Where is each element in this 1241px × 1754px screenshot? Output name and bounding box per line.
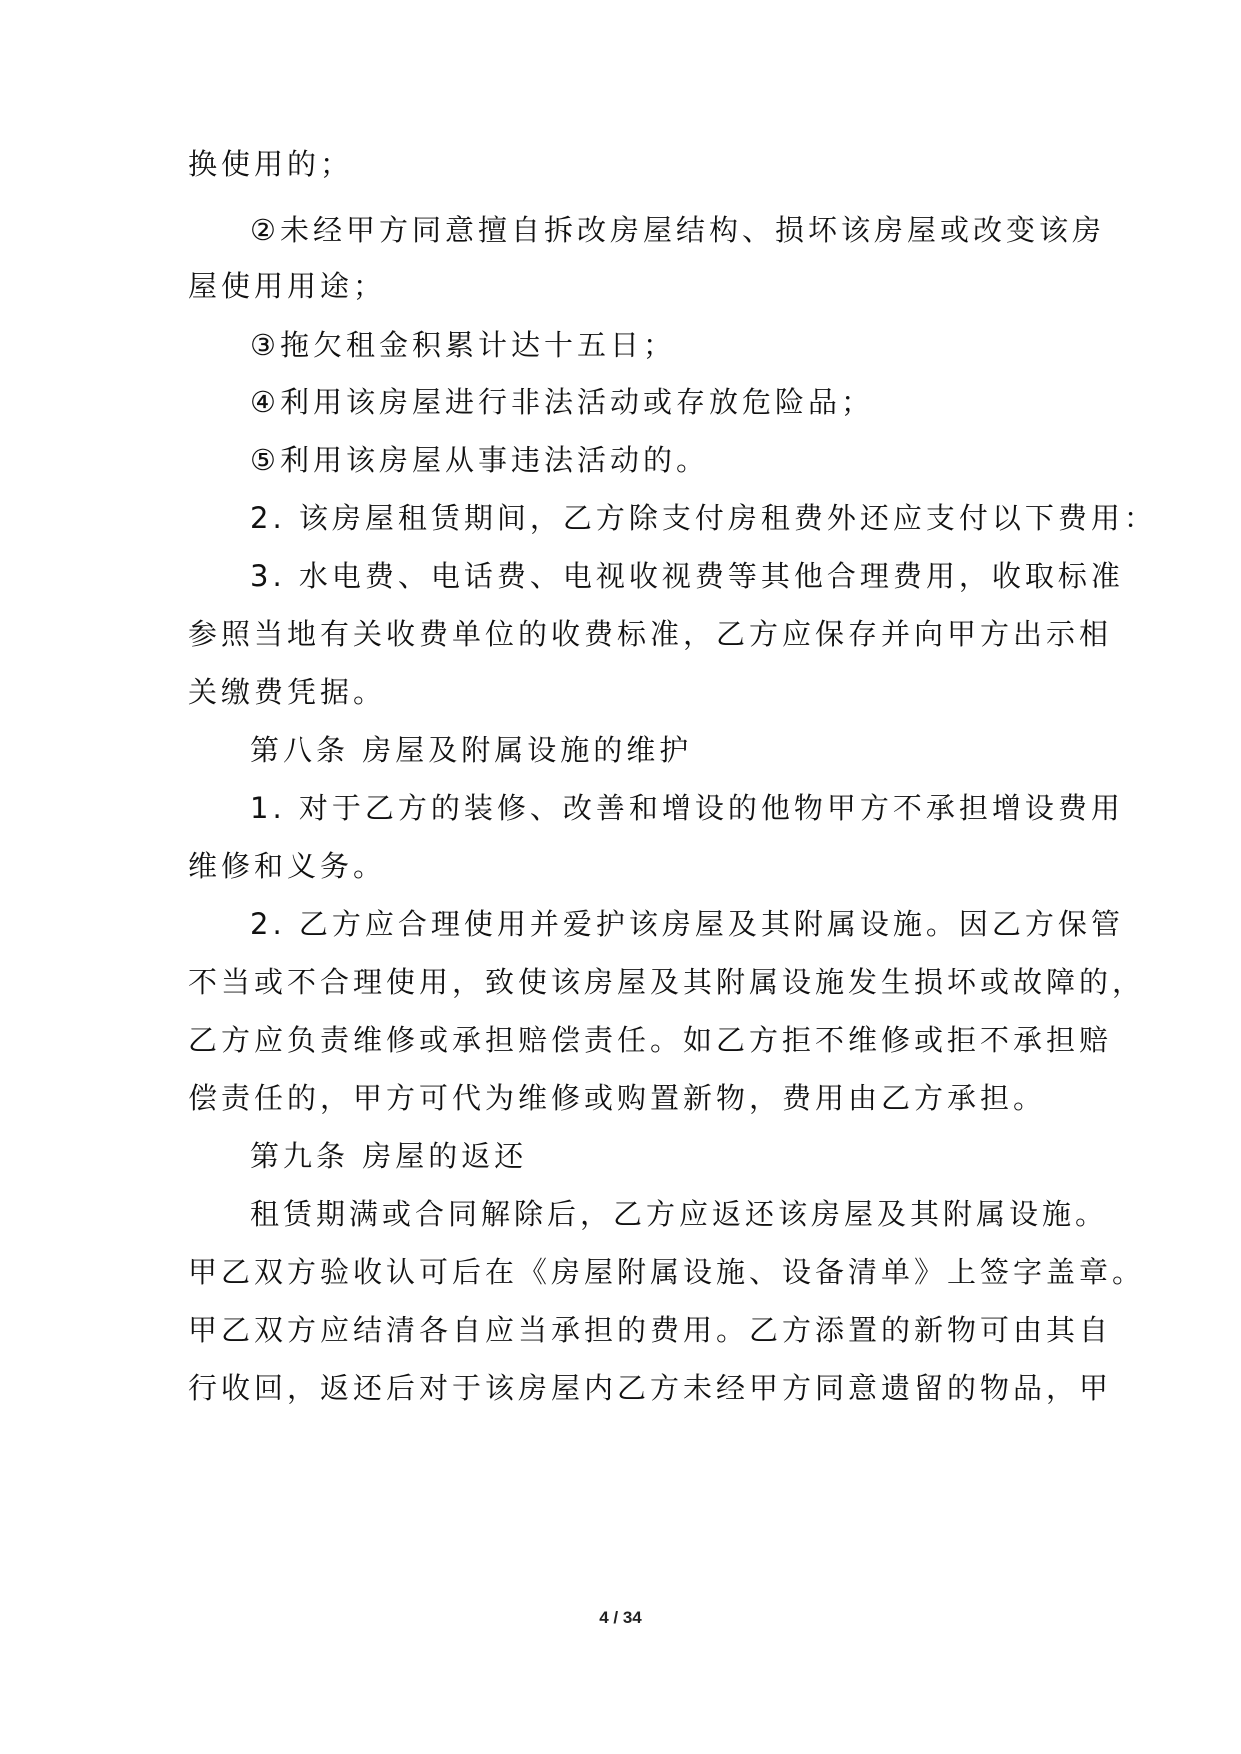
text-line: 1. 对于乙方的装修、改善和增设的他物甲方不承担增设费用 <box>250 791 1124 825</box>
text-line: 租赁期满或合同解除后，乙方应返还该房屋及其附属设施。 <box>250 1197 1109 1231</box>
text-line: 偿责任的，甲方可代为维修或购置新物，费用由乙方承担。 <box>188 1081 1047 1115</box>
text-line: 2. 乙方应合理使用并爱护该房屋及其附属设施。因乙方保管 <box>250 907 1124 941</box>
text-line: 关缴费凭据。 <box>188 675 387 709</box>
text-line: ②未经甲方同意擅自拆改房屋结构、损坏该房屋或改变该房 <box>250 213 1105 247</box>
page-number: 4 / 34 <box>599 1608 642 1627</box>
text-line: 乙方应负责维修或承担赔偿责任。如乙方拒不维修或拒不承担赔 <box>188 1023 1113 1057</box>
text-line: 3. 水电费、电话费、电视收视费等其他合理费用，收取标准 <box>250 559 1124 593</box>
section-heading: 第九条 房屋的返还 <box>250 1139 528 1173</box>
text-line: 2. 该房屋租赁期间，乙方除支付房租费外还应支付以下费用： <box>250 501 1157 535</box>
section-heading: 第八条 房屋及附属设施的维护 <box>250 733 693 767</box>
text-line: 不当或不合理使用，致使该房屋及其附属设施发生损坏或故障的， <box>188 965 1146 999</box>
text-line: 参照当地有关收费单位的收费标准，乙方应保存并向甲方出示相 <box>188 617 1113 651</box>
text-line: 换使用的； <box>188 147 354 181</box>
text-line: 甲乙双方验收认可后在《房屋附属设施、设备清单》上签字盖章。 <box>188 1255 1146 1289</box>
text-line: ⑤利用该房屋从事违法活动的。 <box>250 443 709 477</box>
text-line: 屋使用用途； <box>188 269 387 303</box>
text-line: 行收回，返还后对于该房屋内乙方未经甲方同意遗留的物品，甲 <box>188 1371 1113 1405</box>
text-line: 维修和义务。 <box>188 849 387 883</box>
text-line: ③拖欠租金积累计达十五日； <box>250 328 676 362</box>
text-line: 甲乙双方应结清各自应当承担的费用。乙方添置的新物可由其自 <box>188 1313 1113 1347</box>
text-line: ④利用该房屋进行非法活动或存放危险品； <box>250 385 874 419</box>
